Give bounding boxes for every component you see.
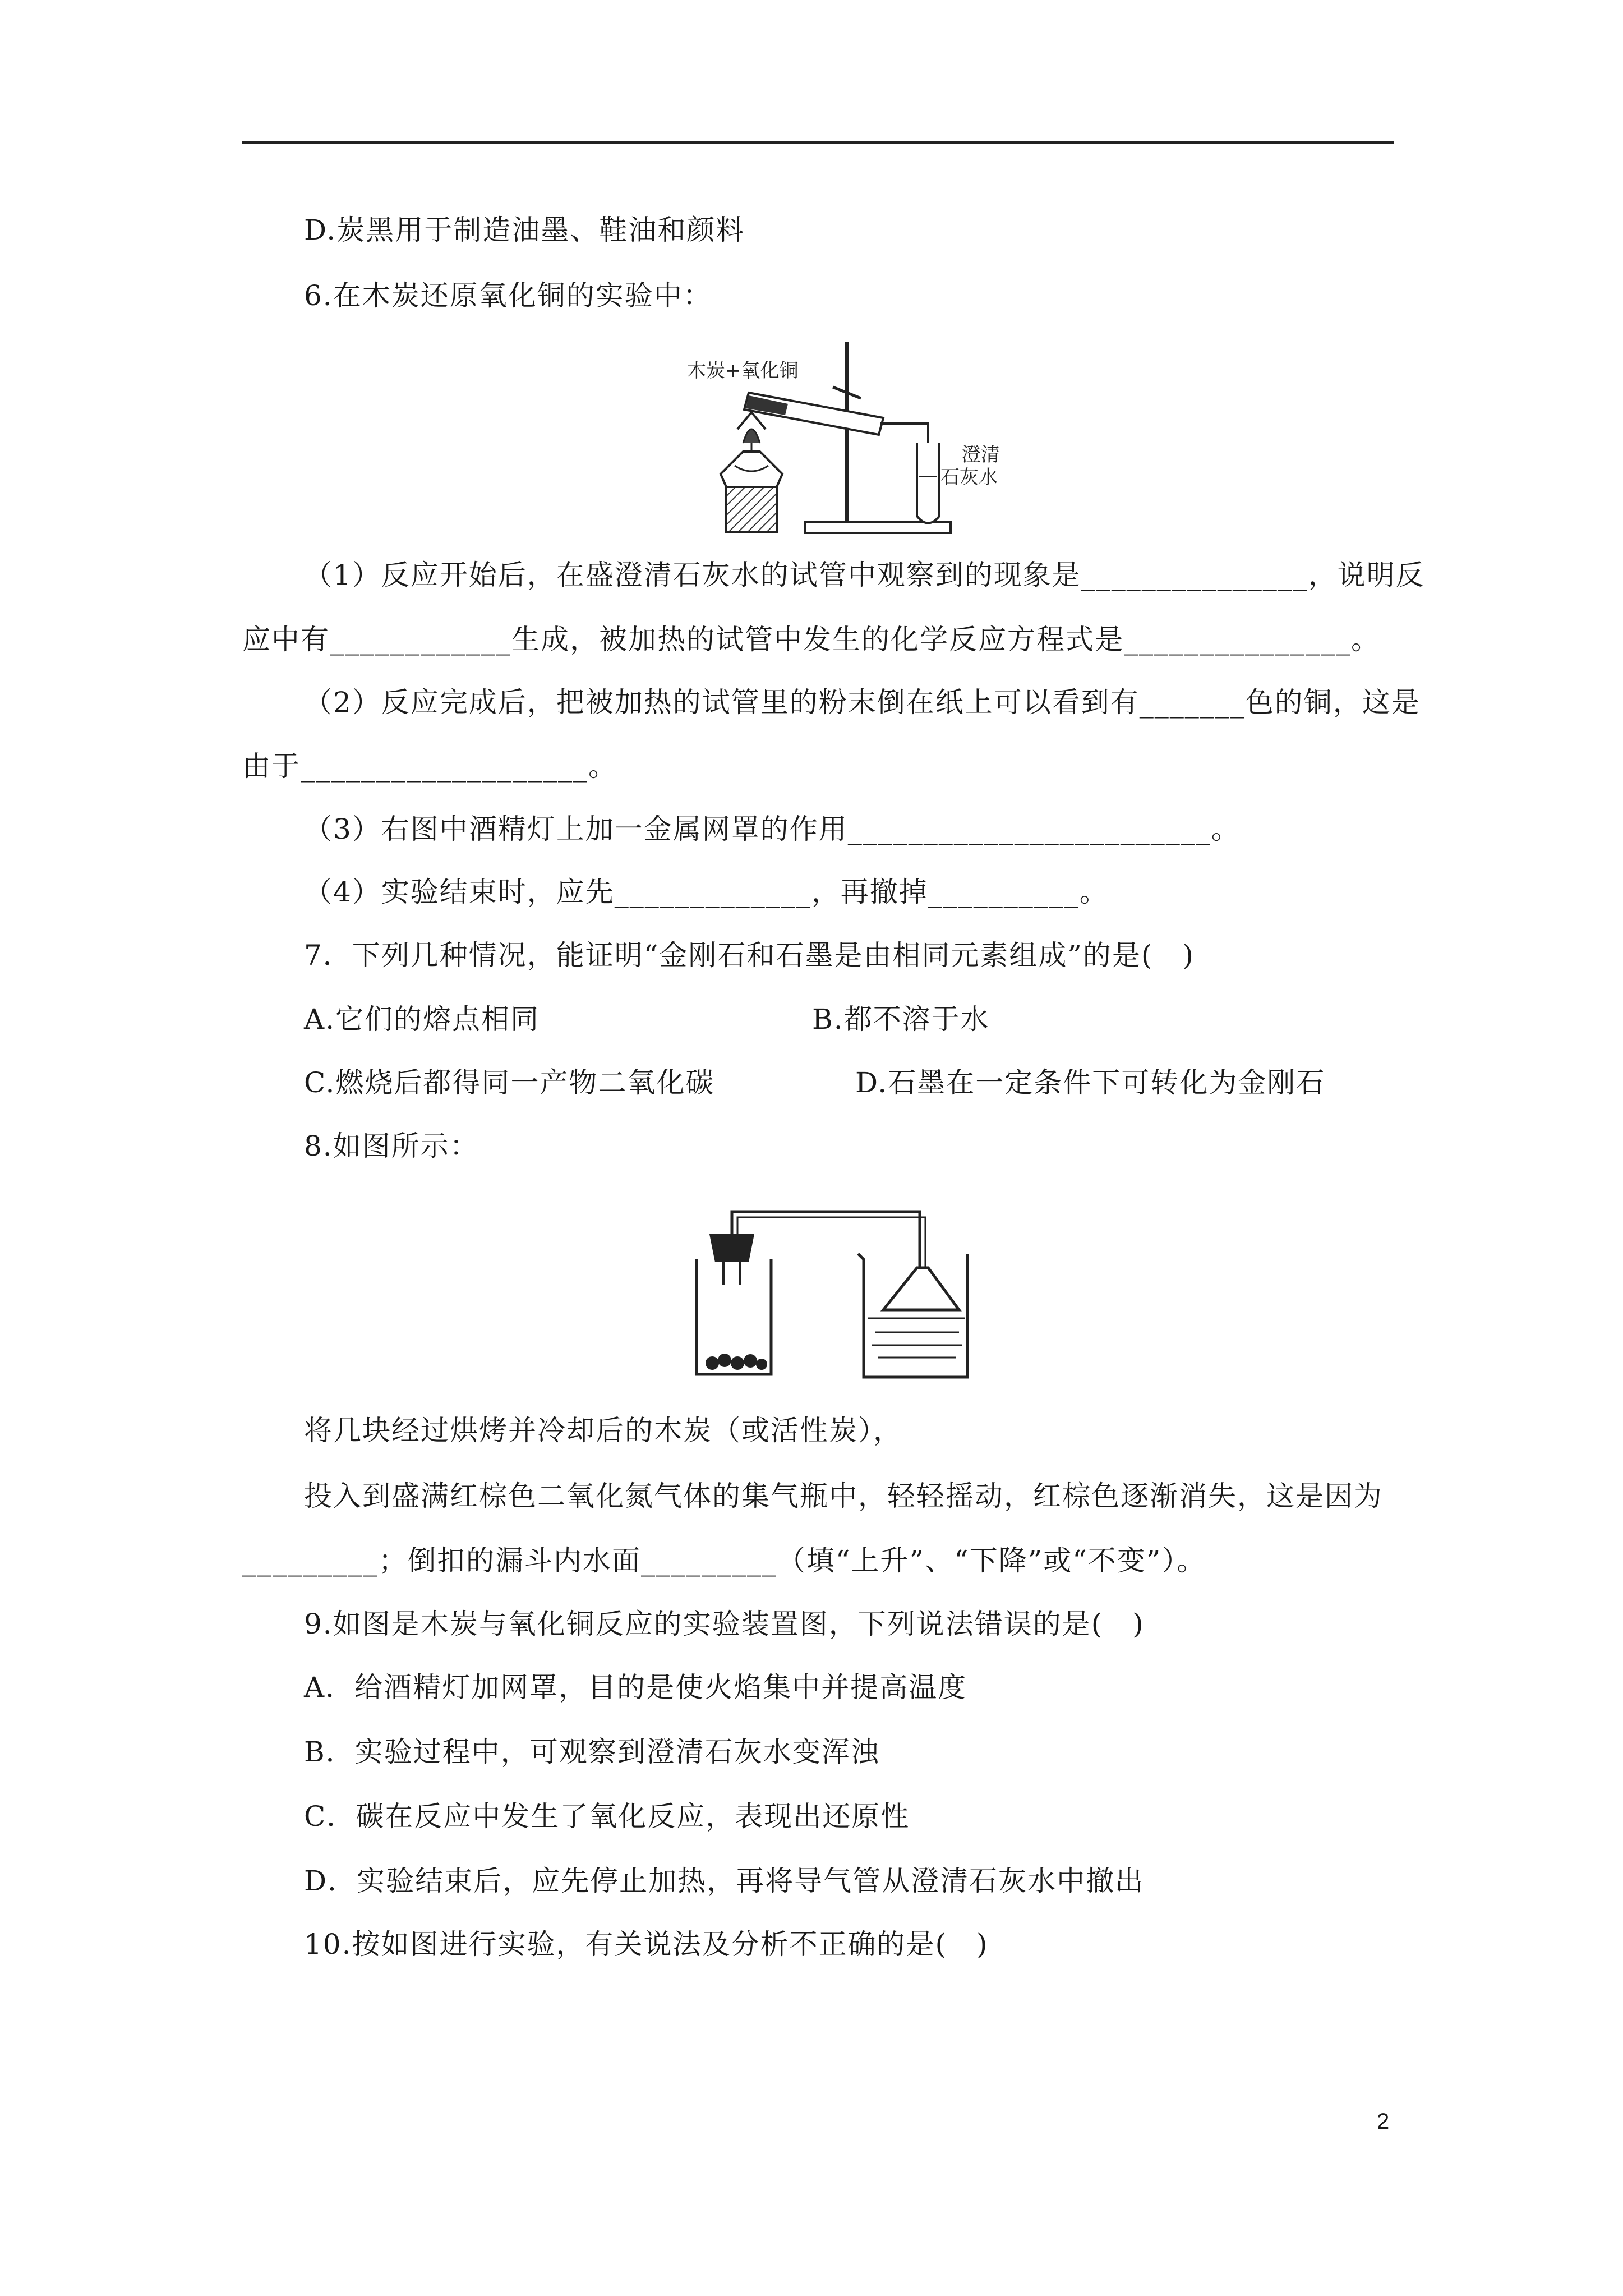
limewater-label-1: 澄清 <box>962 444 1000 466</box>
q8-text-line3: _________；倒扣的漏斗内水面_________（填“上升”、“下降”或“不变”）。 <box>242 1544 1206 1577</box>
q7-option-b: B.都不溶于水 <box>812 1003 990 1036</box>
charcoal-reduction-apparatus-figure <box>681 331 1018 539</box>
q6-part1-line2: 应中有____________生成，被加热的试管中发生的化学反应方程式是_______________。 <box>242 623 1380 656</box>
stopper <box>709 1234 754 1262</box>
heating-block <box>726 487 777 532</box>
q8-text-line1: 将几块经过烘烤并冷却后的木炭（或活性炭）， <box>304 1414 902 1447</box>
mesh-hood <box>737 412 766 429</box>
q9-stem: 9.如图是木炭与氧化铜反应的实验装置图，下列说法错误的是( ) <box>304 1608 1145 1640</box>
charcoal-pieces <box>706 1354 767 1370</box>
q6-part4: （4）实验结束时，应先_____________，再撤掉__________。 <box>304 876 1109 908</box>
q7-option-c: C.燃烧后都得同一产物二氧化碳 <box>304 1066 715 1099</box>
adsorption-apparatus-figure <box>690 1200 970 1386</box>
inverted-funnel <box>883 1268 959 1310</box>
q6-stem: 6.在木炭还原氧化铜的实验中： <box>304 279 712 312</box>
header-rule <box>242 141 1394 144</box>
limewater-tube <box>917 443 939 523</box>
q6-part3: （3）右图中酒精灯上加一金属网罩的作用________________________。 <box>304 813 1241 845</box>
q10-stem: 10.按如图进行实验，有关说法及分析不正确的是( ) <box>304 1928 989 1961</box>
q6-part2-line2: 由于___________________。 <box>242 750 617 783</box>
q9-option-d: D．实验结束后，应先停止加热，再将导气管从澄清石灰水中撤出 <box>304 1865 1145 1897</box>
q7-option-d: D.石墨在一定条件下可转化为金刚石 <box>855 1066 1326 1099</box>
q9-option-a: A．给酒精灯加网罩，目的是使火焰集中并提高温度 <box>304 1671 967 1704</box>
connecting-tube <box>732 1212 920 1268</box>
q7-option-a: A.它们的熔点相同 <box>304 1003 540 1036</box>
q8-text-line2: 投入到盛满红棕色二氧化氮气体的集气瓶中，轻轻摇动，红棕色逐渐消失，这是因为 <box>304 1480 1383 1512</box>
q7-stem: 7．下列几种情况，能证明“金刚石和石墨是由相同元素组成”的是( ) <box>304 939 1195 972</box>
reactants-label: 木炭+氧化铜 <box>687 360 799 382</box>
q6-part1-line1: （1）反应开始后，在盛澄清石灰水的试管中观察到的现象是_______________，说明反 <box>304 559 1425 591</box>
limewater-label-2: 石灰水 <box>940 466 998 489</box>
q9-option-b: B．实验过程中，可观察到澄清石灰水变浑浊 <box>304 1736 880 1768</box>
page-number: 2 <box>1377 2109 1390 2134</box>
water <box>868 1318 965 1358</box>
q8-stem: 8.如图所示： <box>304 1130 479 1162</box>
q9-option-c: C．碳在反应中发生了氧化反应，表现出还原性 <box>304 1800 910 1833</box>
gas-jar <box>697 1259 771 1374</box>
flame <box>743 429 760 443</box>
q6-part2-line1: （2）反应完成后，把被加热的试管里的粉末倒在纸上可以看到有_______色的铜，这是 <box>304 686 1421 719</box>
q5-option-d: D.炭黑用于制造油墨、鞋油和颜料 <box>304 214 745 246</box>
alcohol-lamp <box>721 452 782 487</box>
